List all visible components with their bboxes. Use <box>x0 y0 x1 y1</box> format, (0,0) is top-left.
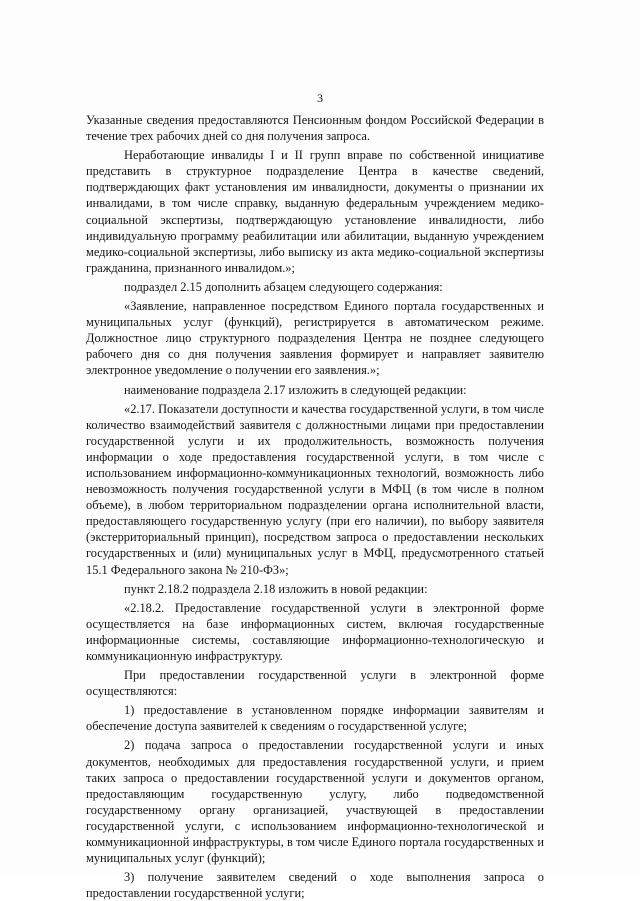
paragraph-2-17-accessibility-indicators: «2.17. Показатели доступности и качества государственной услуги, в том числе количество взаимодействий заявителя с должностными лицами при предоставлении государственной услуги и их продолжительность, возможность получения информации о ходе предоставления государственной услуги, в том числе с использованием информационно-коммуникационных технологий, возможность либо невозможность получения государственной услуги в МФЦ (в том числе в полном объеме), в любом территориальном подразделении органа исполнительной власти, предоставляющего государственную услугу (при его наличии), по выбору заявителя (экстерриториальный принцип), посредством запроса о предоставлении нескольких государственных и (или) муниципальных услуг в МФЦ, предусмотренного статьей 15.1 Федерального закона № 210-ФЗ»; <box>86 401 544 577</box>
paragraph-subsection-2-15-instruction: подраздел 2.15 дополнить абзацем следующего содержания: <box>124 279 443 294</box>
list-item-2-request-submission: 2) подача запроса о предоставлении государственной услуги и иных документов, необходимых для предоставления государственной услуги, и прием таких запроса о предоставлении государственной услуги и документов органом, предоставляющим государственную услугу, либо подведомственной государственному органу организацией, участвующей в предоставлении государственной услуги, с использованием информационно-технологической и коммуникационной инфраструктуры, в том числе Единого портала государственных и муниципальных услуг (функций); <box>86 738 544 866</box>
paragraph-electronic-provision-intro: При предоставлении государственной услуги в электронной форме осуществляются: <box>86 668 544 699</box>
paragraph-pension-fund-info: Указанные сведения предоставляются Пенсионным фондом Российской Федерации в течение трех рабочих дней со дня получения запроса. <box>86 113 544 144</box>
paragraph-disabled-persons: Неработающие инвалиды I и II групп вправе по собственной инициативе представить в структурное подразделение Центра в качестве сведений, подтверждающих факт установления им инвалидности, документы о признании их инвалидами, в том числе справку, выданную федеральным учреждением медико-социальной экспертизы, подтверждающую установление инвалидности, либо индивидуальную программу реабилитации или абилитации, выданную учреждением медико-социальной экспертизы, либо выписку из акта медико-социальной экспертизы гражданина, признанного инвалидом.»; <box>86 148 544 275</box>
document-body <box>86 112 544 901</box>
paragraph-2-18-2-instruction: пункт 2.18.2 подраздела 2.18 изложить в новой редакции: <box>124 581 428 596</box>
paragraph-application-registration: «Заявление, направленное посредством Единого портала государственных и муниципальных услуг (функций), регистрируется в автоматическом режиме. Должностное лицо структурного подразделения Центра не позднее следующего рабочего дня со дня получения заявления формирует и направляет заявителю электронное уведомление о получении его заявления.»; <box>86 299 544 378</box>
page-number: 3 <box>317 91 323 105</box>
list-item-1-information: 1) предоставление в установленном порядке информации заявителям и обеспечение доступа заявителей к сведениям о государственной услуге; <box>86 703 544 734</box>
paragraph-2-18-2-electronic-form: «2.18.2. Предоставление государственной услуги в электронной форме осуществляется на базе информационных систем, включая государственные информационные системы, составляющие информационно-технологическую и коммуникационную инфраструктуру. <box>86 600 544 663</box>
list-item-3-request-status: 3) получение заявителем сведений о ходе выполнения запроса о предоставлении государственной услуги; <box>86 870 544 901</box>
paragraph-subsection-2-17-instruction: наименование подраздела 2.17 изложить в следующей редакции: <box>124 382 467 397</box>
